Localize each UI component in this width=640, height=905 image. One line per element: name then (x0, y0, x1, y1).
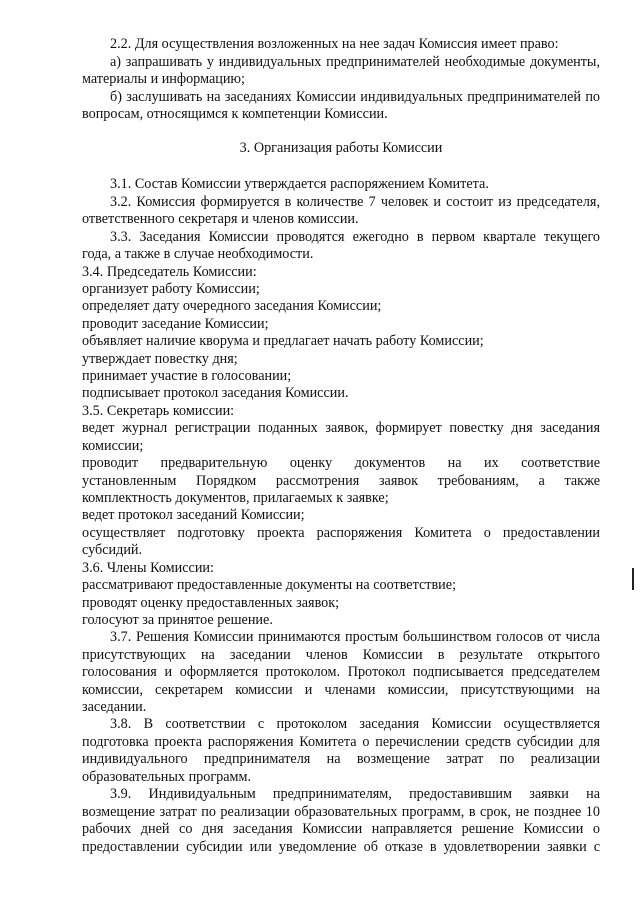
text-line: 3.5. Секретарь комиссии: (82, 403, 235, 419)
text-line: организует работу Комиссии; (82, 281, 260, 297)
text-line: 3.8. В соответствии с протоколом заседания Комиссии осуществляется (110, 716, 600, 732)
margin-mark (632, 568, 634, 590)
text-line: комиссии; (82, 438, 144, 454)
text-line: а) запрашивать у индивидуальных предпринимателей необходимые документы, (110, 54, 600, 70)
text-line: голосуют за принятое решение. (82, 612, 273, 628)
text-line: возмещение затрат по реализации образовательных программ, в срок, не позднее 10 (82, 804, 600, 820)
text-line: предоставлении субсидии или уведомление об отказе в удовлетворении заявки с (82, 839, 600, 855)
text-line: определяет дату очередного заседания Комиссии; (82, 298, 382, 314)
text-line: ведет протокол заседаний Комиссии; (82, 507, 305, 523)
text-line: 2.2. Для осуществления возложенных на нее задач Комиссия имеет право: (110, 36, 559, 52)
text-line: ведет журнал регистрации поданных заявок, формирует повестку дня заседания (82, 420, 600, 436)
text-line: 3.9. Индивидуальным предпринимателям, предоставившим заявки на (110, 786, 600, 802)
text-line: установленным Порядком рассмотрения заявок требованиям, а также (82, 473, 600, 489)
text-line: комплектность документов, прилагаемых к заявке; (82, 490, 389, 506)
text-line: принимает участие в голосовании; (82, 368, 292, 384)
text-line: года, а также в случае необходимости. (82, 246, 314, 262)
text-line: присутствующих на заседании членов Комиссии в результате открытого (82, 647, 600, 663)
text-line: объявляет наличие кворума и предлагает начать работу Комиссии; (82, 333, 484, 349)
text-line: рабочих дней со дня заседания Комиссии направляется решение Комиссии о (82, 821, 600, 837)
text-line: 3.4. Председатель Комиссии: (82, 264, 257, 280)
text-line: голосования и оформляется протоколом. Протокол подписывается председателем (82, 664, 600, 680)
text-line: материалы и информацию; (82, 71, 245, 87)
text-line: подписывает протокол заседания Комиссии. (82, 385, 349, 401)
text-line: вопросам, относящимся к компетенции Комиссии. (82, 106, 388, 122)
text-line: заседании. (82, 699, 147, 715)
text-line: субсидий. (82, 542, 143, 558)
text-line: проводят оценку предоставленных заявок; (82, 595, 340, 611)
text-line: индивидуального предпринимателя на возмещение затрат по реализации (82, 751, 600, 767)
text-line: 3.7. Решения Комиссии принимаются простым большинством голосов от числа (110, 629, 600, 645)
text-line: осуществляет подготовку проекта распоряжения Комитета о предоставлении (82, 525, 600, 541)
text-line: 3.1. Состав Комиссии утверждается распоряжением Комитета. (110, 176, 489, 192)
text-line: образовательных программ. (82, 769, 252, 785)
text-line: проводит заседание Комиссии; (82, 316, 269, 332)
text-line: проводит предварительную оценку документов на их соответствие (82, 455, 600, 471)
text-line: подготовка проекта распоряжения Комитета о перечислении средств субсидии для (82, 734, 600, 750)
text-line: 3.2. Комиссия формируется в количестве 7 человек и состоит из председателя, (110, 194, 600, 210)
text-line: б) заслушивать на заседаниях Комиссии индивидуальных предпринимателей по (110, 89, 600, 105)
text-line: ответственного секретаря и членов комиссии. (82, 211, 359, 227)
text-line: утверждает повестку дня; (82, 351, 238, 367)
text-line: 3.3. Заседания Комиссии проводятся ежегодно в первом квартале текущего (110, 229, 600, 245)
text-line: рассматривают предоставленные документы на соответствие; (82, 577, 457, 593)
text-line: комиссии, секретарем комиссии и членами комиссии, присутствующими на (82, 682, 600, 698)
text-line: 3.6. Члены Комиссии: (82, 560, 214, 576)
section-heading: 3. Организация работы Комиссии (239, 140, 443, 156)
